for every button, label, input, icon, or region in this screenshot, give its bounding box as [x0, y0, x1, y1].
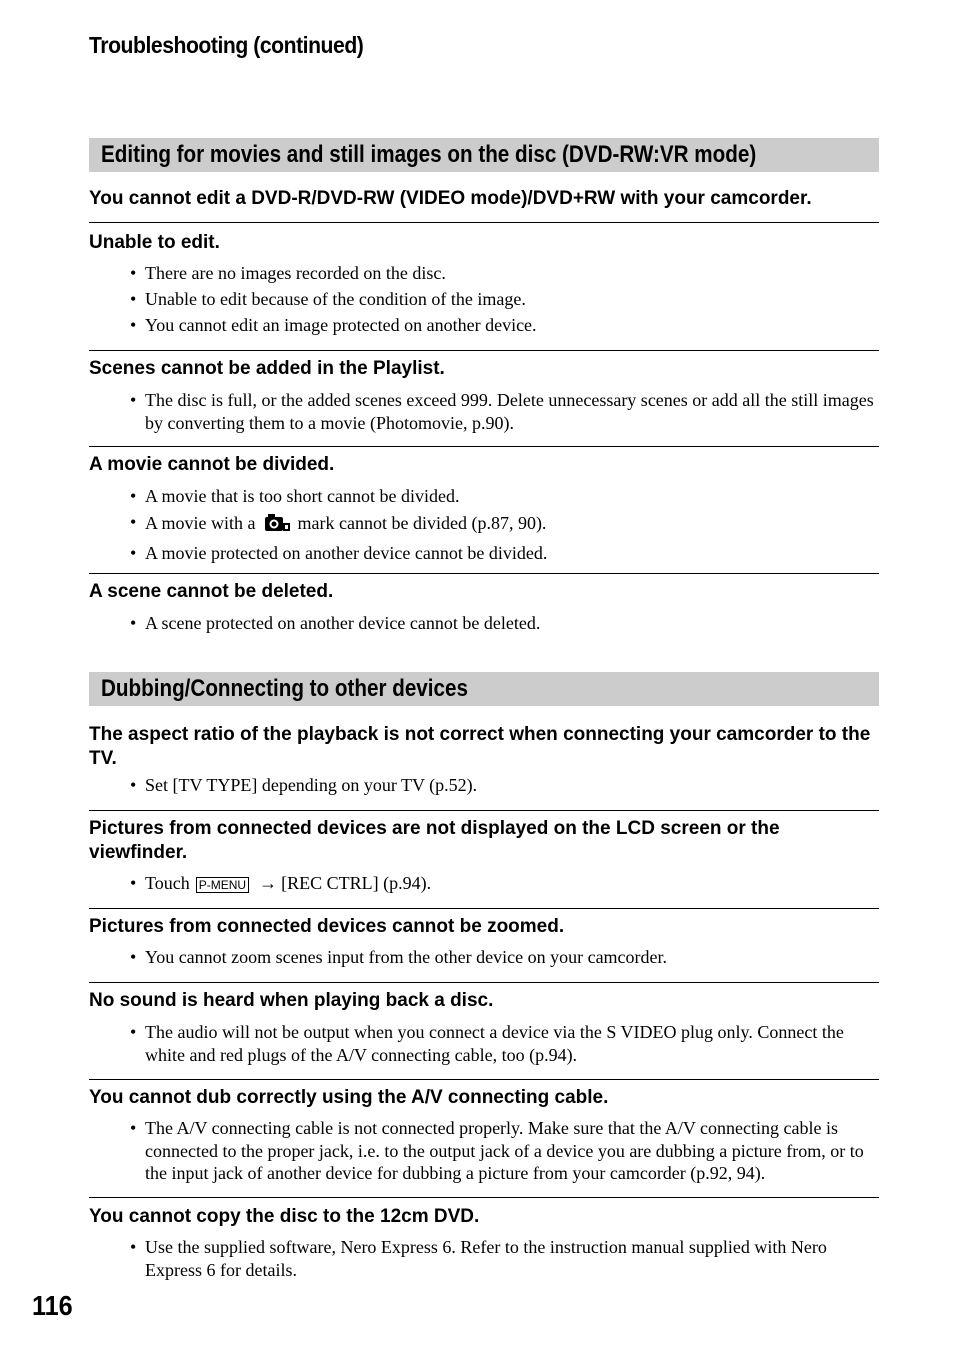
question-heading: Scenes cannot be added in the Playlist.: [89, 358, 445, 379]
list-item: • A movie protected on another device cannot be divided.: [130, 542, 878, 565]
answer-list: [130, 612, 878, 638]
answer-list: [130, 872, 878, 898]
p-menu-button-icon: P-MENU: [196, 877, 249, 893]
list-item: • You cannot zoom scenes input from the other device on your camcorder.: [130, 946, 878, 969]
camera-mark-icon: [262, 511, 292, 539]
list-item: • The audio will not be output when you connect a device via the S VIDEO plug only. Connect the white and red plugs of the A/V connecting cable, too (p.94).: [130, 1021, 878, 1066]
answer-list: [130, 1236, 878, 1285]
section-intro: You cannot edit a DVD-R/DVD-RW (VIDEO mode)/DVD+RW with your camcorder.: [89, 188, 812, 209]
divider: [89, 446, 879, 447]
list-item-text: [REC CTRL] (p.94).: [281, 873, 432, 893]
divider: [89, 908, 879, 909]
list-item: • Unable to edit because of the condition of the image.: [130, 288, 878, 311]
list-item: [130, 511, 878, 539]
list-item-text: A movie with a: [145, 512, 256, 533]
question-heading: Unable to edit.: [89, 232, 220, 253]
question-heading: A movie cannot be divided.: [89, 454, 335, 475]
answer-list: [130, 1021, 878, 1070]
list-item: [130, 872, 878, 895]
answer-list: [130, 774, 878, 800]
list-item: • You cannot edit an image protected on another device.: [130, 314, 878, 337]
divider: [89, 573, 879, 574]
divider: [89, 1079, 879, 1080]
answer-list: [130, 389, 878, 438]
list-item: • There are no images recorded on the disc.: [130, 262, 878, 285]
divider: [89, 982, 879, 983]
list-item: • A movie that is too short cannot be divided.: [130, 485, 878, 508]
question-heading: Pictures from connected devices cannot be zoomed.: [89, 916, 565, 937]
question-heading: Pictures from connected devices are not displayed on the LCD screen or the viewfinder.: [89, 818, 780, 863]
list-item: • Use the supplied software, Nero Express 6. Refer to the instruction manual supplied with Nero Express 6 for details.: [130, 1236, 878, 1281]
section-heading-text: Editing for movies and still images on the disc (DVD-RW:VR mode): [101, 141, 757, 168]
question-heading: No sound is heard when playing back a disc.: [89, 990, 494, 1011]
list-item: • The A/V connecting cable is not connected properly. Make sure that the A/V connecting cable is connected to the proper jack, i.e. to the output jack of a device you are dubbing a picture from, or to the input jack of another device for dubbing a picture from your camcorder (p.92, 94).: [130, 1117, 878, 1185]
answer-list: [130, 946, 878, 972]
answer-list: [130, 262, 878, 340]
answer-list: [130, 485, 878, 568]
divider: [89, 222, 879, 223]
question-heading: The aspect ratio of the playback is not correct when connecting your camcorder to the TV.: [89, 724, 871, 769]
list-item: • Set [TV TYPE] depending on your TV (p.52).: [130, 774, 878, 797]
question-heading: A scene cannot be deleted.: [89, 581, 334, 602]
divider: [89, 1197, 879, 1198]
page-number: 116: [32, 1290, 73, 1321]
answer-list: [130, 1117, 878, 1188]
arrow-right-icon: →: [259, 873, 278, 893]
question-heading: You cannot copy the disc to the 12cm DVD.: [89, 1206, 480, 1227]
divider: [89, 350, 879, 351]
list-item: • The disc is full, or the added scenes exceed 999. Delete unnecessary scenes or add all the still images by converting them to a movie (Photomovie, p.90).: [130, 389, 878, 434]
section-heading-dubbing: [89, 672, 879, 706]
list-item-text: mark cannot be divided (p.87, 90).: [297, 512, 547, 533]
question-heading: You cannot dub correctly using the A/V connecting cable.: [89, 1087, 609, 1108]
section-heading-editing: [89, 138, 879, 172]
list-item: • A scene protected on another device cannot be deleted.: [130, 612, 878, 635]
list-item-text: Touch: [145, 873, 190, 893]
section-heading-text: Dubbing/Connecting to other devices: [101, 675, 468, 702]
running-header: Troubleshooting (continued): [89, 32, 364, 58]
divider: [89, 810, 879, 811]
